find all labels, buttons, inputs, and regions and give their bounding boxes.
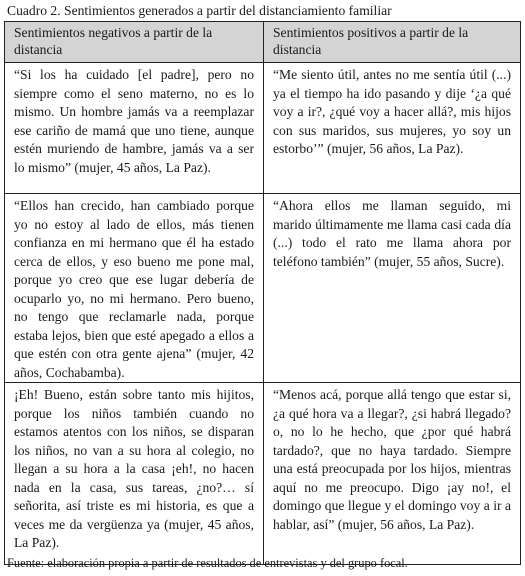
table-row bbox=[5, 63, 521, 194]
header-positive-feelings: Sentimientos positivos a partir de la distancia bbox=[264, 22, 521, 63]
negative-quote-cell: ¡Eh! Bueno, están sobre tanto mis hijitos, porque los niños también cuando no estamos atentos con los niños, se disparan los niños, no van a su hora al colegio, no llegan a su hora a la casa ¡eh!, no hacen nada en la casa, sus tareas, ¿no?… sí señorita, así triste es mi historia, es que a veces me da vergüenza ya (mujer, 45 años, La Paz). bbox=[5, 383, 264, 565]
table-row bbox=[5, 383, 521, 565]
negative-quote-cell: “Ellos han crecido, han cambiado porque yo no estoy al lado de ellos, más tienen confianza en mi hermano que él ha estado cerca de ellos, y eso bueno me pone mal, porque yo creo que ese lugar debería de ocuparlo yo, no mi hermano. Pero bueno, no tengo que reclamarle nada, porque estaba lejos, bien que esté apegado a ellos a que estén con otra gente ajena” (mujer, 42 años, Cochabamba). bbox=[5, 194, 264, 383]
header-negative-feelings: Sentimientos negativos a partir de la distancia bbox=[5, 22, 264, 63]
table-row bbox=[5, 194, 521, 383]
negative-quote-cell: “Si los ha cuidado [el padre], pero no siempre como el seno materno, no es lo mismo. Un hombre jamás va a reemplazar ese cariño de mamá que uno tiene, aunque estén muriendo de hambre, jamás va a ser lo mismo” (mujer, 45 años, La Paz). bbox=[5, 63, 264, 194]
positive-quote-cell: “Menos acá, porque allá tengo que estar si, ¿a qué hora va a llegar?, ¿si habrá llegado? o, no lo he hecho, que ¿por qué habrá tardado?, que no haya tardado. Siempre una está preocupada por los hijos, mientras aquí no me preocupo. Digo ¡ay no!, el domingo que llegue y el domingo voy a ir a hablar, así” (mujer, 56 años, La Paz). bbox=[264, 383, 521, 565]
table-header-row bbox=[5, 22, 521, 63]
positive-quote-cell: “Me siento útil, antes no me sentía útil (...) ya el tiempo ha ido pasando y dije ‘¿a qué voy a ir?, ¿qué voy a hacer allá?, mis hijos con sus maridos, sus mujeres, yo soy un estorbo’” (mujer, 56 años, La Paz). bbox=[264, 63, 521, 194]
table-source-note: Fuente: elaboración propia a partir de resultados de entrevistas y del grupo focal. bbox=[7, 556, 408, 570]
table-caption: Cuadro 2. Sentimientos generados a partir del distanciamiento familiar bbox=[7, 3, 392, 18]
positive-quote-cell: “Ahora ellos me llaman seguido, mi marido últimamente me llama casi cada día (...) todo el rato me llama ahora por teléfono también” (mujer, 55 años, Sucre). bbox=[264, 194, 521, 383]
feelings-table bbox=[4, 21, 521, 565]
